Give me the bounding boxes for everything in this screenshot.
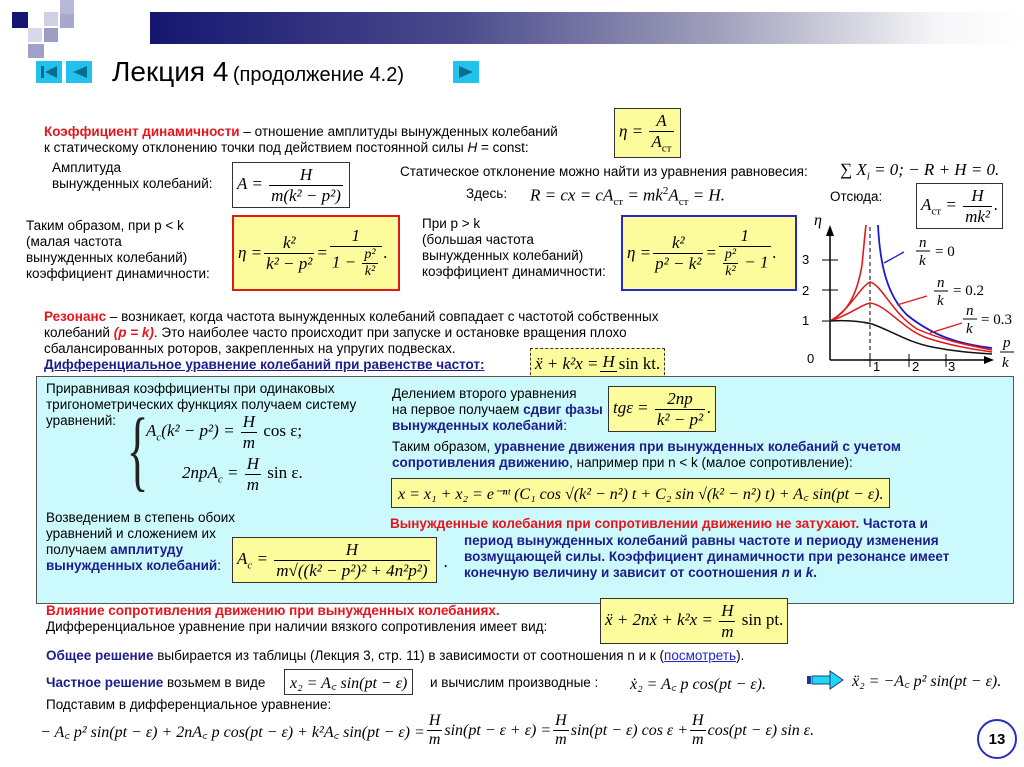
prev-slide-button[interactable] — [66, 61, 92, 83]
svg-text:k: k — [966, 321, 973, 337]
y-axis-label: η — [814, 212, 822, 229]
svg-text:0: 0 — [807, 351, 815, 366]
general-solution-text: выбирается из таблицы (Лекция 3, стр. 11) в зависимости от соотношения n и к ( — [153, 648, 665, 663]
equation-sub: i — [866, 170, 870, 183]
var-k: k — [805, 565, 814, 580]
numerator: H — [246, 454, 260, 474]
numerator: k² — [264, 233, 314, 254]
low-freq-line3: вынужденных колебаний) — [26, 250, 188, 265]
eq2-eq: = — [222, 463, 239, 483]
formula-first-derivative: ẋ₂ = A꜀ p cos(pt − ε). — [630, 676, 767, 693]
resonance-condition: (p = k) — [113, 325, 154, 340]
system-eq2 — [182, 454, 303, 494]
fraction — [241, 412, 257, 452]
fraction — [600, 352, 616, 377]
skip-back-icon — [39, 64, 59, 80]
motion-d: , например при n < k (малое сопротивление): — [569, 455, 853, 470]
svg-text:2: 2 — [802, 283, 810, 298]
denominator: k² — [364, 263, 376, 279]
svg-text:k: k — [919, 253, 926, 269]
eq2-lhs: 2npA — [182, 463, 218, 483]
squared-line4: вынужденных колебаний — [46, 558, 218, 573]
low-frequency-label — [26, 218, 210, 282]
title-sub: (продолжение 4.2) — [232, 64, 405, 86]
formula-amplitude — [232, 162, 350, 208]
phase-line3: вынужденных колебаний — [392, 418, 564, 433]
coeffs-line1: Приравнивая коэффициенты при одинаковых — [46, 381, 335, 396]
decor-square — [28, 44, 44, 58]
tail: sin kt. — [618, 354, 661, 373]
eq2-tail: sin ε. — [267, 463, 303, 483]
static-deflection-sentence: Статическое отклонение можно найти из уравнения равновесия: — [400, 164, 808, 179]
fraction — [427, 712, 443, 750]
phase-shift-term: сдвиг фазы — [523, 402, 603, 417]
phase-shift-text — [392, 386, 603, 434]
tail: . — [994, 194, 999, 214]
denominator: m(k² − p²) — [271, 185, 341, 205]
eq1-lhs: A — [146, 420, 157, 440]
formula-lhs: A — [237, 548, 248, 568]
substitution-term2: sin(pt − ε) cos ε + — [570, 721, 689, 739]
eq-sign: = — [941, 194, 957, 214]
resonance-curves-chart — [792, 205, 1024, 377]
denominator-prefix: 1 − — [331, 252, 357, 272]
fraction — [274, 540, 429, 580]
phase-line2a: на первое получаем — [392, 402, 524, 417]
numerator: 1 — [330, 226, 382, 247]
high-freq-line1: При p > k — [422, 216, 481, 231]
svg-text:3: 3 — [802, 252, 810, 267]
lhs-sub: ст — [931, 205, 942, 218]
fraction — [269, 165, 343, 205]
motion-equation-text — [392, 439, 901, 471]
denominator: m√((k² − p²)² + 4n²p²) — [276, 560, 428, 580]
substitute-text: Подставим в дифференциальное уравнение: — [46, 697, 332, 712]
decor-square — [28, 28, 42, 42]
numerator: p² — [723, 247, 738, 264]
derivatives-text: и вычислим производные : — [430, 675, 599, 690]
formula-substitution — [40, 712, 814, 750]
numerator: H — [690, 712, 706, 731]
resonance-line3: сбалансированных роторов, закрепленных на упругих подвесках. — [44, 341, 456, 356]
decor-square — [60, 0, 74, 14]
definition-line2: к статическому отклонению точки под действием постоянной силы — [44, 140, 464, 155]
decor-square — [12, 12, 28, 28]
colon: : — [563, 418, 567, 433]
eq-sign: = — [252, 548, 269, 568]
formula-lhs: ẍ + 2nẋ + k²x = — [605, 609, 713, 629]
equation-sum: ∑ X — [840, 160, 867, 179]
fraction — [690, 712, 706, 750]
fraction — [264, 233, 314, 273]
high-frequency-label — [422, 216, 606, 280]
resonance-line2b: . Это наиболее часто происходит при запуске и остановке вращения плохо — [153, 325, 627, 340]
tail: sin pt. — [741, 609, 784, 629]
colon: : — [217, 558, 221, 573]
sub-st: ст — [678, 196, 689, 209]
arrow-right-icon — [806, 670, 844, 695]
particular-solution-line — [46, 675, 265, 691]
formula-eta-ratio — [614, 108, 681, 158]
formula-second-derivative: ẍ₂ = −A꜀ p² sin(pt − ε). — [852, 673, 1002, 690]
denominator: A — [651, 131, 662, 151]
high-freq-line4: коэффициент динамичности: — [422, 264, 606, 279]
tail: . — [383, 243, 388, 262]
view-table-link[interactable]: посмотреть — [664, 648, 737, 663]
formula-lhs: η = — [238, 243, 263, 262]
conclusion4a: конечную величину и зависит от соотношения — [464, 565, 782, 580]
formula-amplitude-damped — [232, 537, 437, 583]
amplitude-label — [52, 160, 212, 192]
svg-text:n: n — [966, 303, 974, 319]
low-freq-line2: (малая частота — [26, 234, 122, 249]
numerator: 1 — [719, 226, 771, 247]
fraction — [655, 389, 705, 429]
next-slide-button[interactable] — [453, 61, 479, 83]
fraction — [719, 601, 735, 641]
denominator: mk² — [965, 206, 990, 226]
denominator: k² − p² — [656, 409, 704, 429]
here-part: A — [668, 185, 679, 205]
svg-text:n: n — [937, 275, 945, 291]
conclusion-text — [464, 533, 949, 581]
formula-particular-solution: x₂ = A꜀ sin(pt − ε) — [284, 669, 413, 695]
formula-damped-diff-eq — [600, 598, 788, 644]
formula-motion-equation: x = x₁ + x₂ = e⁻ⁿᵗ (C₁ cos √(k² − n²) t + C₂ sin √(k² − n²) t) + A꜀ sin(pt − ε). — [391, 478, 890, 508]
numerator: H — [602, 351, 615, 371]
sub-st: ст — [613, 196, 624, 209]
resonance-diff-eq-label: Дифференциальное уравнение колебаний при равенстве частот: — [44, 357, 485, 372]
equilibrium-equation — [840, 160, 999, 182]
equation-rest: = 0; − R + H = 0. — [869, 160, 1000, 179]
amplitude-label-line2: вынужденных колебаний: — [52, 176, 213, 191]
sup-2: 2 — [662, 185, 669, 197]
here-formula — [530, 185, 725, 208]
end: ). — [736, 648, 745, 663]
general-solution-term: Общее решение — [46, 648, 154, 663]
svg-text:= 0.2: = 0.2 — [953, 283, 984, 299]
svg-text:2: 2 — [912, 359, 920, 374]
eq1-tail: cos ε; — [263, 420, 303, 440]
fraction — [362, 247, 377, 280]
formula-lhs: tgε = — [613, 397, 649, 417]
amplitude-label-line1: Амплитуда — [52, 160, 122, 175]
term-dynamic-coefficient: Коэффициент динамичности — [44, 124, 240, 139]
formula-tail: . — [444, 552, 449, 571]
low-freq-line4: коэффициент динамичности: — [26, 266, 210, 281]
definition-line1: – отношение амплитуды вынужденных колебаний — [239, 124, 558, 139]
svg-text:= 0.3: = 0.3 — [981, 312, 1012, 328]
conclusion2: период вынужденных колебаний равны частоте и периоду изменения — [464, 533, 939, 548]
here-formula-start: R = cx = cA — [530, 185, 614, 205]
coeffs-line3: уравнений: — [46, 413, 117, 428]
resistance-section — [46, 603, 547, 635]
formula-lhs: A = — [237, 173, 263, 193]
amplitude-term: амплитуду — [110, 542, 184, 557]
equation-system — [146, 412, 303, 494]
substitution-term3: cos(pt − ε) sin ε. — [707, 721, 815, 739]
eq1-rest: (k² − p²) = — [161, 420, 235, 440]
resonance-chart — [792, 205, 1024, 377]
denominator: m — [242, 432, 256, 452]
numerator: H — [427, 712, 443, 731]
denominator: p² − k² — [655, 253, 702, 273]
numerator: H — [963, 186, 992, 207]
not-damped-line — [390, 516, 928, 532]
formula-lhs: η = — [619, 121, 644, 141]
substitution-lhs: − A꜀ p² sin(pt − ε) + 2nA꜀ p cos(pt − ε) + k²A꜀ sin(pt − ε) = — [40, 723, 425, 741]
var-n: n — [781, 565, 790, 580]
term-resonance: Резонанс — [44, 309, 107, 324]
general-solution-line — [46, 648, 744, 664]
numerator: H — [269, 165, 343, 186]
numerator: 2np — [655, 389, 705, 410]
triangle-left-icon — [69, 64, 89, 80]
definition-h: H — [467, 140, 478, 155]
svg-text:k: k — [937, 293, 944, 309]
numerator: H — [721, 601, 734, 620]
not-damped-statement: Вынужденные колебания при сопротивлении движению не затухают. — [390, 516, 860, 531]
svg-text:p: p — [1003, 335, 1011, 351]
denominator: k² − p² — [266, 253, 313, 273]
denominator: m — [555, 731, 567, 749]
eq1-sub: c — [156, 431, 162, 444]
fraction — [649, 111, 673, 155]
numerator: p² — [362, 247, 377, 264]
fraction — [719, 226, 771, 280]
formula-lhs: A — [921, 194, 932, 214]
formula-eta-high-frequency — [621, 215, 797, 291]
svg-text:3: 3 — [948, 359, 956, 374]
tail: . — [772, 243, 777, 262]
substitution-term1: sin(pt − ε + ε) = — [444, 721, 552, 739]
decor-square — [60, 14, 74, 28]
low-freq-line1: Таким образом, при p < k — [26, 218, 184, 233]
squared-line1: Возведением в степень обоих — [46, 510, 236, 525]
numerator: H — [274, 540, 429, 561]
denominator: m — [721, 621, 734, 641]
fraction — [330, 226, 382, 280]
denominator: m — [246, 474, 260, 494]
formula-lhs: ẍ + k²x = — [535, 354, 599, 373]
system-brace: { — [126, 401, 149, 500]
numerator: k² — [653, 233, 703, 254]
here-part: = H. — [688, 185, 725, 205]
resistance-text: Дифференциальное уравнение при наличии вязкого сопротивления имеет вид: — [46, 619, 548, 634]
high-freq-line3: вынужденных колебаний) — [422, 248, 584, 263]
coeffs-line2: тригонометрических функциях получаем систему — [46, 397, 357, 412]
squared-line2: уравнений и сложением их — [46, 526, 216, 541]
motion-a: Таким образом, — [392, 439, 495, 454]
particular-solution-term: Частное решение — [46, 675, 164, 690]
svg-text:= 0: = 0 — [935, 244, 955, 260]
fraction — [553, 712, 569, 750]
resonance-line1: – возникает, когда частота вынужденных колебаний совпадает с частотой собственных — [106, 309, 659, 324]
svg-text:1: 1 — [873, 359, 881, 374]
formula-phase-shift — [608, 386, 716, 432]
dynamic-coefficient-definition — [44, 124, 558, 156]
page-number-badge: 13 — [977, 719, 1017, 759]
here-label: Здесь: — [466, 186, 508, 201]
motion-c: сопротивления движению — [392, 455, 570, 470]
definition-const: = const: — [477, 140, 529, 155]
denominator: k² — [725, 263, 736, 279]
conclusion3: возмущающей силы. Коэффициент динамичности при резонансе имеет — [464, 549, 950, 564]
decor-square — [44, 12, 58, 26]
page-title — [112, 56, 404, 88]
motion-b: уравнение движения при вынужденных колебаний с учетом — [494, 439, 901, 454]
here-part: = mk — [623, 185, 663, 205]
fraction — [653, 233, 703, 273]
and: и — [789, 565, 806, 580]
decor-square — [44, 28, 58, 42]
denominator: m — [692, 731, 704, 749]
squared-line3a: получаем — [46, 542, 111, 557]
title-main: Лекция 4 — [112, 56, 229, 87]
svg-text:k: k — [1002, 355, 1009, 371]
triangle-right-icon — [456, 64, 476, 80]
tail: . — [707, 397, 712, 417]
phase-line1: Делением второго уравнения — [392, 386, 577, 401]
header-gradient-bar — [150, 12, 1024, 44]
resistance-title: Влияние сопротивления движению при вынужденных колебаниях. — [46, 603, 500, 618]
svg-text:n: n — [919, 235, 927, 251]
numerator: A — [649, 111, 673, 132]
high-freq-line2: (большая частота — [422, 232, 534, 247]
numerator: H — [242, 412, 256, 431]
particular-solution-text: возьмем в виде — [163, 675, 266, 690]
numerator: H — [553, 712, 569, 731]
svg-text:1: 1 — [802, 313, 810, 328]
fraction — [723, 247, 738, 280]
eq-sign: = — [316, 243, 328, 262]
lhs-sub: c — [247, 559, 253, 572]
denominator-suffix: − 1 — [744, 252, 769, 272]
denominator-sub: ст — [661, 141, 672, 154]
eq-sign: = — [705, 243, 717, 262]
system-eq1 — [146, 412, 303, 452]
formula-lhs: η = — [627, 243, 652, 262]
end: . — [813, 565, 817, 580]
first-slide-button[interactable] — [36, 61, 62, 83]
eq2-sub: c — [217, 473, 223, 486]
fraction — [245, 454, 261, 494]
squared-amplitude-text — [46, 510, 235, 574]
denominator: m — [428, 731, 441, 749]
formula-eta-low-frequency — [232, 215, 400, 291]
hence-label: Отсюда: — [830, 189, 883, 204]
static-deflection-text — [400, 164, 808, 180]
conclusion1: Частота и — [859, 516, 928, 531]
resonance-line2a: колебаний — [44, 325, 114, 340]
